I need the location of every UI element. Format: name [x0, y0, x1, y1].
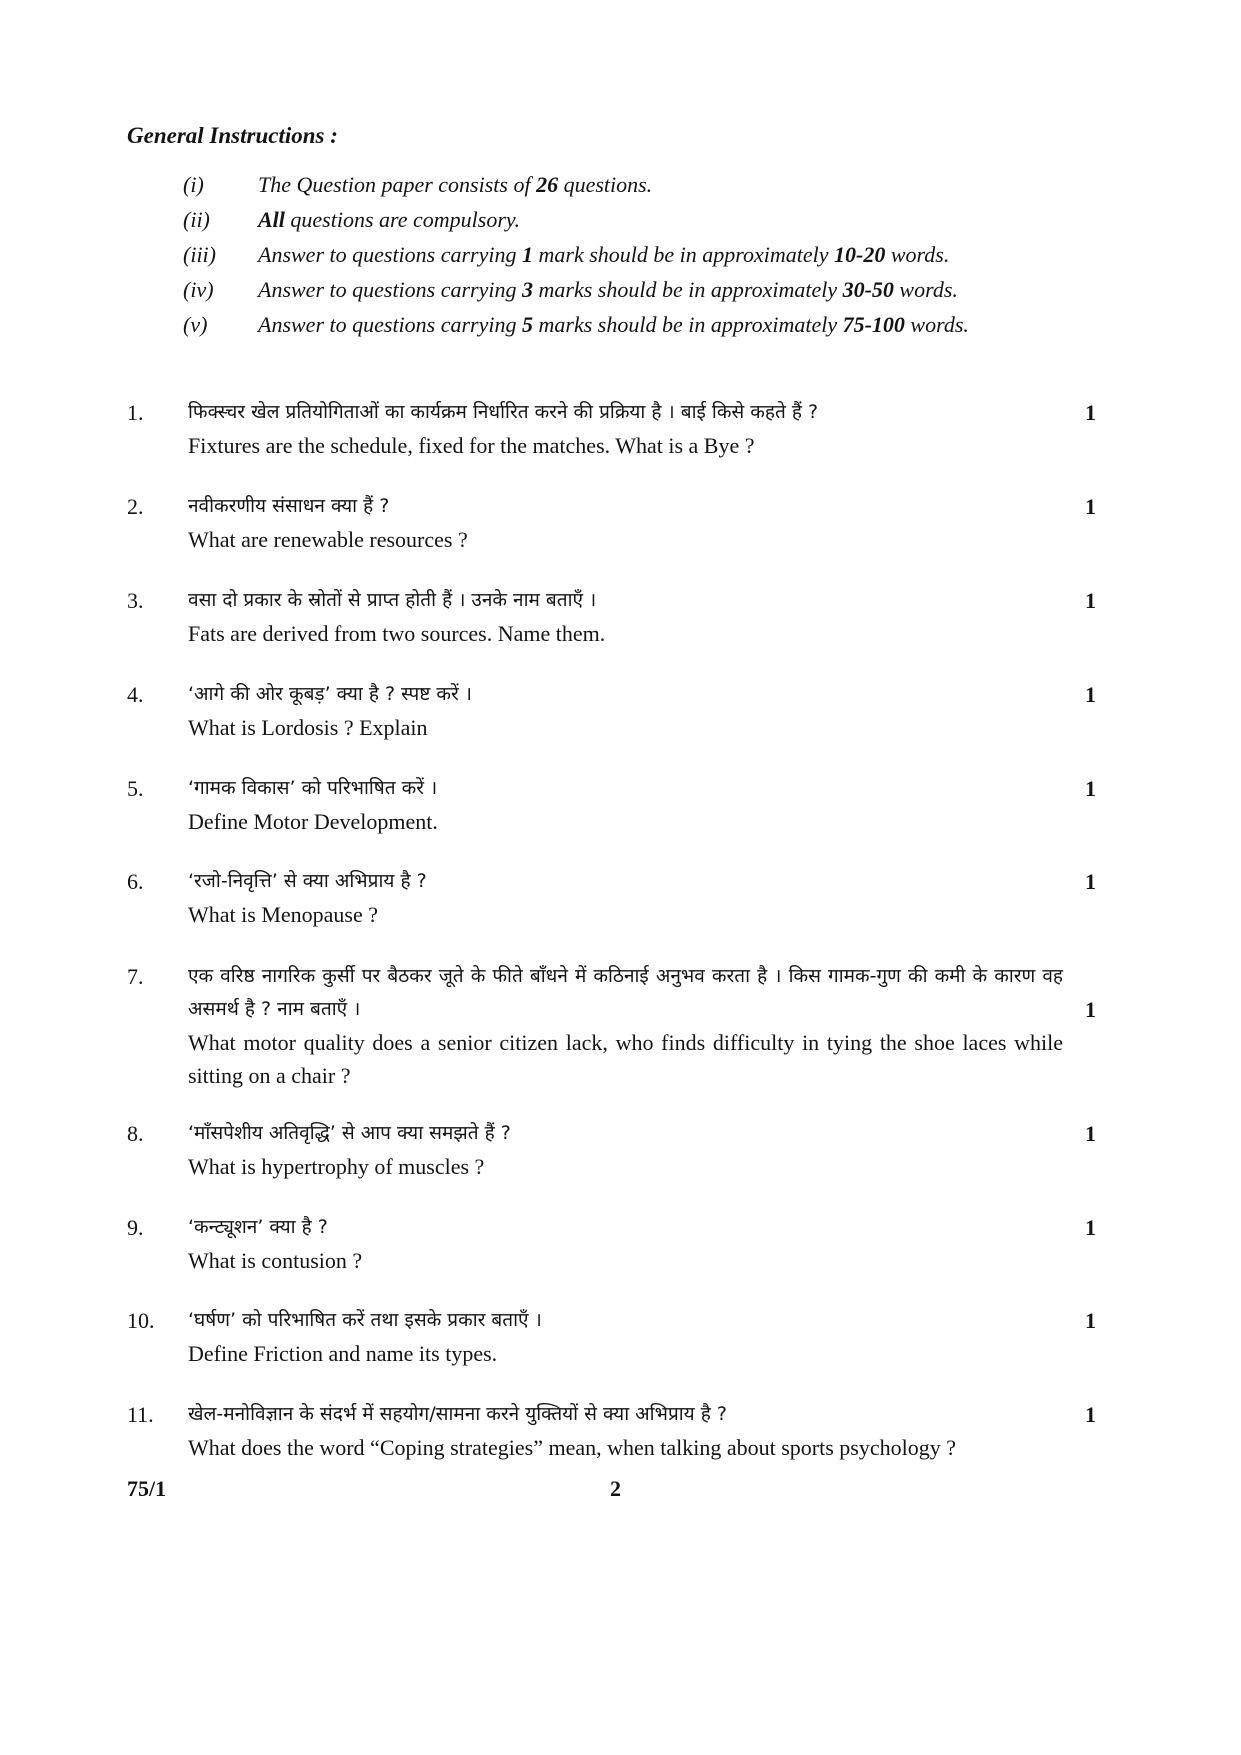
- question-marks: 1: [1085, 869, 1096, 894]
- instruction-item: [183, 312, 969, 347]
- question-english: Define Friction and name its types.: [188, 1341, 498, 1366]
- question-marks: 1: [1085, 400, 1096, 425]
- instruction-roman: (iv): [183, 277, 214, 302]
- question-english: What is Lordosis ? Explain: [188, 715, 428, 740]
- question-item: [127, 1398, 1107, 1464]
- instruction-item: [183, 277, 969, 312]
- question-item: [127, 1304, 1107, 1370]
- question-item: [127, 865, 1107, 931]
- question-number: 3.: [127, 588, 144, 613]
- general-instructions-heading: General Instructions :: [127, 123, 338, 148]
- instruction-text: Answer to questions carrying 5 marks should be in approximately 75-100 words.: [258, 312, 969, 337]
- question-english: What is contusion ?: [188, 1248, 363, 1273]
- question-english: What does the word “Coping strategies” mean, when talking about sports psychology ?: [188, 1435, 956, 1460]
- question-marks: 1: [1085, 997, 1096, 1022]
- question-hindi: ‘माँसपेशीय अतिवृद्धि’ से आप क्या समझते हैं ?: [188, 1122, 511, 1144]
- question-item: [127, 678, 1107, 744]
- paper-code: 75/1: [127, 1476, 167, 1501]
- question-hindi: ‘आगे की ओर कूबड़’ क्या है ? स्पष्ट करें ।: [188, 683, 473, 705]
- question-item: [127, 960, 1107, 1092]
- question-english: Fats are derived from two sources. Name them.: [188, 621, 606, 646]
- question-hindi: एक वरिष्ठ नागरिक कुर्सी पर बैठकर जूते के फीते बाँधने में कठिनाई अनुभव करता है । किस गामक-गुण की कमी के कारण वह असमर्थ है ? नाम बताएँ ।: [188, 965, 1063, 1020]
- question-marks: 1: [1085, 1402, 1096, 1427]
- question-item: [127, 1117, 1107, 1183]
- question-number: 6.: [127, 869, 144, 894]
- question-marks: 1: [1085, 776, 1096, 801]
- question-number: 9.: [127, 1215, 144, 1240]
- question-item: [127, 490, 1107, 556]
- question-number: 11.: [127, 1402, 154, 1427]
- question-english: What are renewable resources ?: [188, 527, 468, 552]
- instruction-roman: (i): [183, 172, 204, 197]
- question-hindi: ‘कन्ट्यूशन’ क्या है ?: [188, 1216, 328, 1238]
- question-english: Fixtures are the schedule, fixed for the matches. What is a Bye ?: [188, 433, 755, 458]
- instruction-roman: (v): [183, 312, 208, 337]
- question-item: [127, 772, 1107, 838]
- question-number: 2.: [127, 494, 144, 519]
- question-number: 8.: [127, 1121, 144, 1146]
- question-marks: 1: [1085, 1308, 1096, 1333]
- question-marks: 1: [1085, 682, 1096, 707]
- question-hindi: वसा दो प्रकार के स्रोतों से प्राप्त होती हैं । उनके नाम बताएँ ।: [188, 589, 597, 611]
- question-number: 7.: [127, 964, 144, 989]
- question-item: [127, 1211, 1107, 1277]
- question-hindi: ‘गामक विकास’ को परिभाषित करें ।: [188, 777, 438, 799]
- instructions-list: [183, 172, 969, 347]
- instruction-item: [183, 172, 969, 207]
- question-marks: 1: [1085, 1215, 1096, 1240]
- question-marks: 1: [1085, 494, 1096, 519]
- question-hindi: नवीकरणीय संसाधन क्या हैं ?: [188, 495, 390, 517]
- question-english: What motor quality does a senior citizen lack, who finds difficulty in tying the shoe laces while sitting on a chair ?: [188, 1030, 1063, 1088]
- instruction-roman: (ii): [183, 207, 210, 232]
- question-number: 10.: [127, 1308, 155, 1333]
- instruction-item: [183, 207, 969, 242]
- question-number: 1.: [127, 400, 144, 425]
- question-hindi: फिक्स्चर खेल प्रतियोगिताओं का कार्यक्रम निर्धारित करने की प्रक्रिया है । बाई किसे कहते हैं ?: [188, 401, 819, 423]
- question-number: 4.: [127, 682, 144, 707]
- question-hindi: खेल-मनोविज्ञान के संदर्भ में सहयोग/सामना करने युक्तियों से क्या अभिप्राय है ?: [188, 1403, 727, 1425]
- question-english: Define Motor Development.: [188, 809, 438, 834]
- instruction-text: The Question paper consists of 26 questions.: [258, 172, 653, 197]
- page-number: 2: [610, 1476, 621, 1501]
- question-english: What is Menopause ?: [188, 902, 378, 927]
- question-item: [127, 584, 1107, 650]
- instruction-item: [183, 242, 969, 277]
- question-hindi: ‘घर्षण’ को परिभाषित करें तथा इसके प्रकार बताएँ ।: [188, 1309, 542, 1331]
- question-number: 5.: [127, 776, 144, 801]
- question-marks: 1: [1085, 588, 1096, 613]
- question-marks: 1: [1085, 1121, 1096, 1146]
- question-english: What is hypertrophy of muscles ?: [188, 1154, 485, 1179]
- instruction-text: Answer to questions carrying 1 mark should be in approximately 10-20 words.: [258, 242, 950, 267]
- question-item: [127, 396, 1107, 462]
- instruction-text: Answer to questions carrying 3 marks should be in approximately 30-50 words.: [258, 277, 958, 302]
- instruction-roman: (iii): [183, 242, 216, 267]
- question-hindi: ‘रजो-निवृत्ति’ से क्या अभिप्राय है ?: [188, 870, 427, 892]
- instruction-text: All questions are compulsory.: [258, 207, 520, 232]
